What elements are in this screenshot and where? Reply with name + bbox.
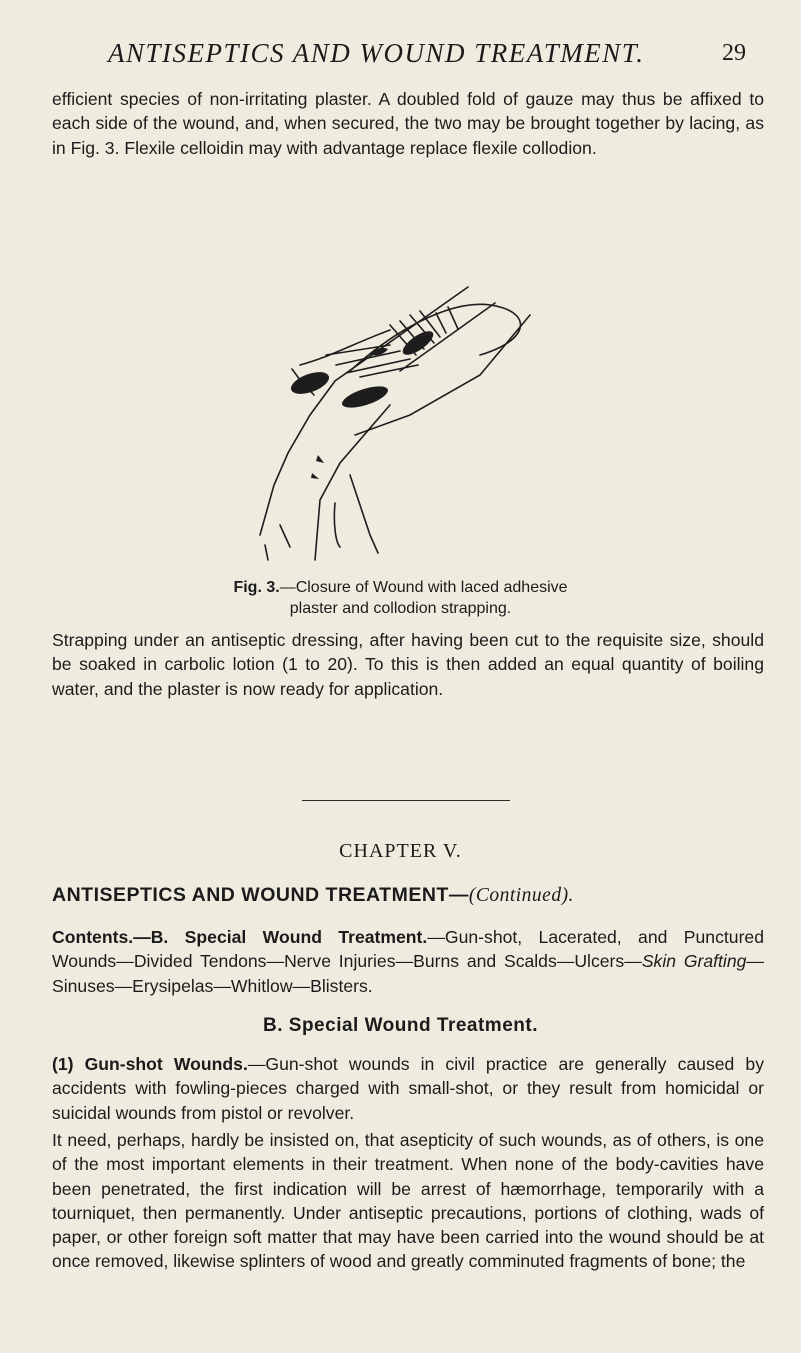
intro-paragraph: efficient species of non-irritating plaster. A doubled fold of gauze may thus be affixed to each side of the wound, and, when secured, the two may be brought together by lacing, as in Fig. 3. Flexile celloidin may with advantage replace flexile collodion. <box>52 89 764 158</box>
contents-text-2: —Sinuses—Erysipelas—Whitlow—Blisters. <box>52 951 764 996</box>
gunshot-paragraph <box>52 1052 764 1125</box>
contents-text-1: —Gun-shot, Lacerated, and Punctured Wounds—Divided Tendons—Nerve Injuries—Burns and Scalds—Ulcers— <box>52 927 764 972</box>
chapter-continued: (Continued). <box>468 885 574 906</box>
figure-caption <box>0 577 801 619</box>
chapter-number: CHAPTER V. <box>339 840 462 862</box>
running-title: ANTISEPTICS AND WOUND TREATMENT. <box>108 38 645 68</box>
page-number: 29 <box>722 40 746 66</box>
caption-line-2: plaster and collodion strapping. <box>289 600 512 617</box>
contents-italic: Skin Grafting <box>641 951 747 972</box>
figure-label: Fig. 3. <box>233 579 280 596</box>
chapter-title <box>52 884 764 907</box>
contents-label: Contents.—B. Special Wound Treatment. <box>52 927 428 947</box>
caption-line-1: —Closure of Wound with laced adhesive <box>279 579 568 596</box>
gunshot-lead: (1) Gun-shot Wounds. <box>52 1054 248 1074</box>
contents-paragraph <box>52 925 764 998</box>
section-heading: B. Special Wound Treatment. <box>263 1015 538 1036</box>
asepticity-paragraph: It need, perhaps, hardly be insisted on, that asepticity of such wounds, as of others, is one of the most important elements in their treatment. When none of the body-cavities have been penetrated, the first indication will be arrest of hæmorrhage, temporarily with a tourniquet, then permanently. Under antiseptic precautions, portions of clothing, wads of paper, or other foreign soft matter that may have been carried into the wound should be at once removed, likewise splinters of wood and greatly comminuted fragments of bone; the <box>52 1130 764 1272</box>
chapter-title-text: ANTISEPTICS AND WOUND TREATMENT— <box>52 884 469 906</box>
page-header <box>0 38 801 72</box>
strapping-paragraph: Strapping under an antiseptic dressing, after having been cut to the requisite size, should be soaked in carbolic lotion (1 to 20). To this is then added an equal quantity of boiling water, and the plaster is now ready for application. <box>52 630 764 699</box>
section-divider <box>302 800 510 801</box>
gunshot-text: —Gun-shot wounds in civil practice are generally caused by accidents with fowling-pieces charged with small-shot, or they result from homicidal or suicidal wounds from pistol or revolver. <box>52 1054 764 1123</box>
wound-lacing-illustration <box>240 285 540 567</box>
